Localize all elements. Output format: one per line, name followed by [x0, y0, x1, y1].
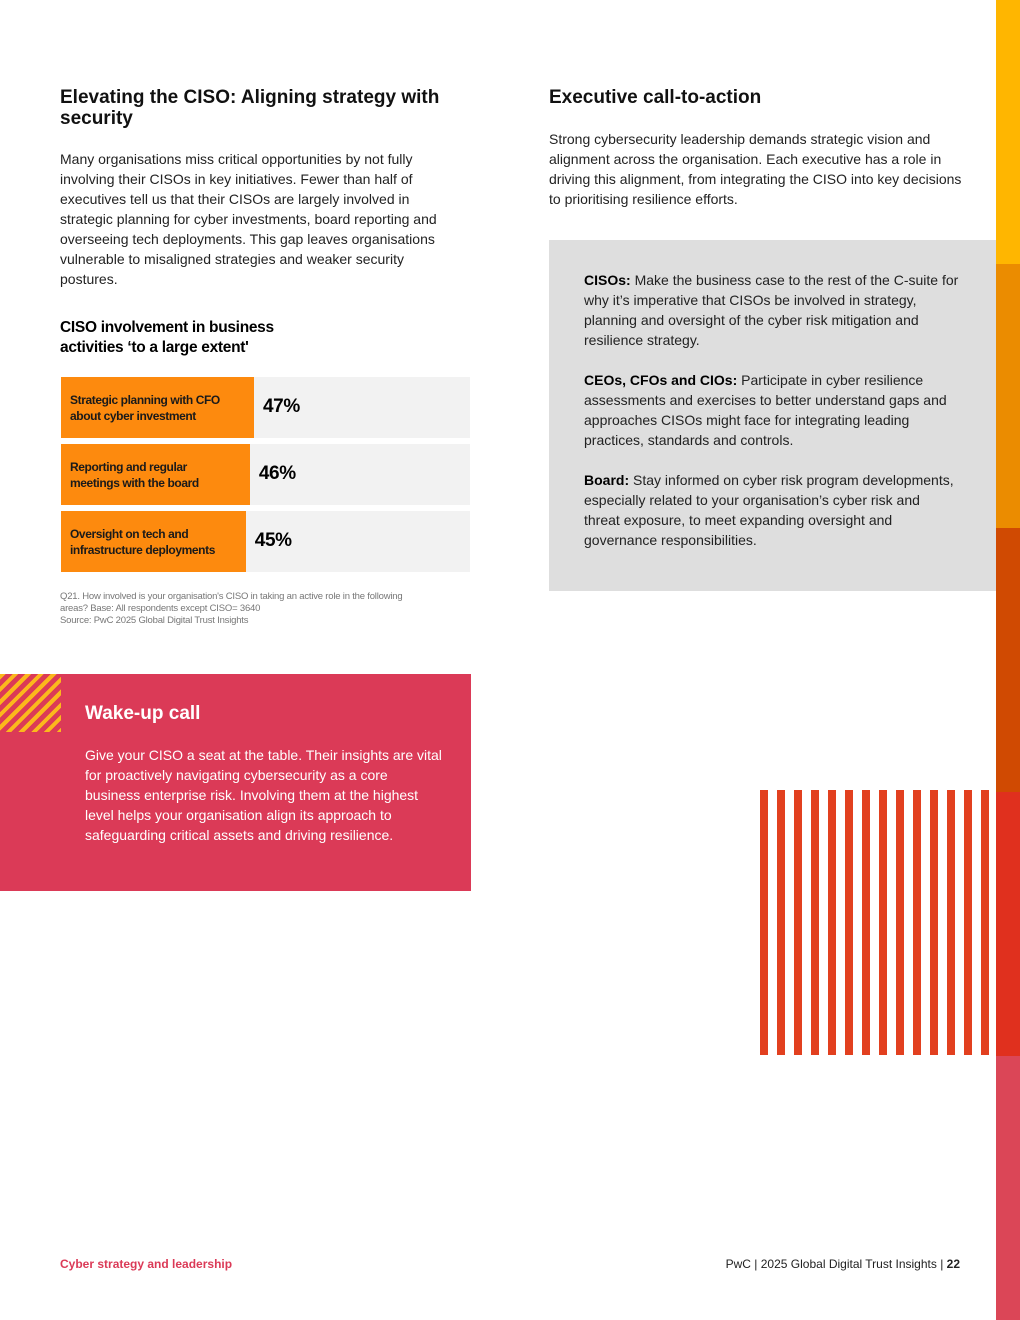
action-cisos: [584, 270, 964, 350]
action-text: Participate in cyber resilience assessments and exercises to better understand gaps and approaches CISOs might face for integrating leading practices, standards and controls.: [584, 372, 947, 448]
vertical-stripes-decoration: [760, 790, 996, 1055]
footer-section-name: Cyber strategy and leadership: [60, 1257, 233, 1271]
chart-category-label: Reporting and regular meetings with the board: [70, 460, 199, 490]
action-text: Make the business case to the rest of the C-suite for why it’s imperative that CISOs be involved in strategy, planning and oversight of the cyber risk mitigation and resilience strategy.: [584, 272, 959, 348]
chart-bar-row: [61, 511, 470, 572]
action-ceos-cfos-cios: [584, 370, 964, 450]
executive-title: Executive call-to-action: [549, 87, 762, 108]
source-line-1: Q21. How involved is your organisation's CISO in taking an active role in the following: [60, 591, 403, 602]
action-text: Stay informed on cyber risk program developments, especially related to your organisation’s cyber risk and threat exposure, to meet expanding oversight and governance responsibilities.: [584, 472, 954, 548]
chart-title: CISO involvement in business activities ‘to a large extent': [60, 319, 274, 356]
chart-value-label: 46%: [258, 463, 296, 484]
left-section-body: Many organisations miss critical opportunities by not fully involving their CISOs in key initiatives. Fewer than half of executives tell us that their CISOs are largely involved in strategic planning for cyber investments, board reporting and overseeing tech deployments. This gap leaves organisations vulnerable to misaligned strategies and weaker security postures.: [60, 151, 437, 287]
action-board: [584, 470, 959, 550]
executive-actions-box: [549, 240, 996, 591]
footer-publication-title: PwC | 2025 Global Digital Trust Insights |: [725, 1257, 947, 1271]
executive-intro: Strong cybersecurity leadership demands strategic vision and alignment across the organisation. Each executive has a role in driving this alignment, from integrating the CISO into key decisions to prioritising resilience efforts.: [549, 131, 962, 207]
page-number: 22: [946, 1257, 960, 1271]
edge-strip-orange: [996, 528, 1020, 792]
chart-bar-row: [61, 377, 470, 438]
edge-strip-amber: [996, 264, 1020, 528]
left-section-title: Elevating the CISO: Aligning strategy with security: [60, 87, 440, 129]
chart-category-label: Oversight on tech and infrastructure deployments: [70, 527, 215, 557]
wakeup-title: Wake-up call: [85, 703, 201, 724]
chart-category-label: Strategic planning with CFO about cyber investment: [70, 393, 220, 423]
hatch-pattern: [0, 674, 61, 732]
action-lead: Board:: [584, 472, 630, 488]
source-line-3: Source: PwC 2025 Global Digital Trust Insights: [60, 615, 249, 626]
edge-strip-rose: [996, 1056, 1020, 1320]
action-lead: CEOs, CFOs and CIOs:: [584, 372, 738, 388]
edge-strip-red: [996, 792, 1020, 1056]
source-line-2: areas? Base: All respondents except CISO= 3640: [60, 603, 261, 614]
chart-value-label: 45%: [254, 530, 292, 551]
chart-source-note: [60, 591, 470, 627]
wakeup-callout: [0, 674, 471, 891]
chart-bar-row: [61, 444, 470, 505]
action-lead: CISOs:: [584, 272, 631, 288]
footer-publication: [726, 1257, 960, 1271]
chart-value-label: 47%: [263, 396, 300, 417]
wakeup-body: Give your CISO a seat at the table. Their insights are vital for proactively navigating cybersecurity as a core business enterprise risk. Involving them at the highest level helps your organisation align its approach to safeguarding critical assets and driving resilience.: [85, 747, 442, 843]
edge-strip-yellow: [996, 0, 1020, 264]
